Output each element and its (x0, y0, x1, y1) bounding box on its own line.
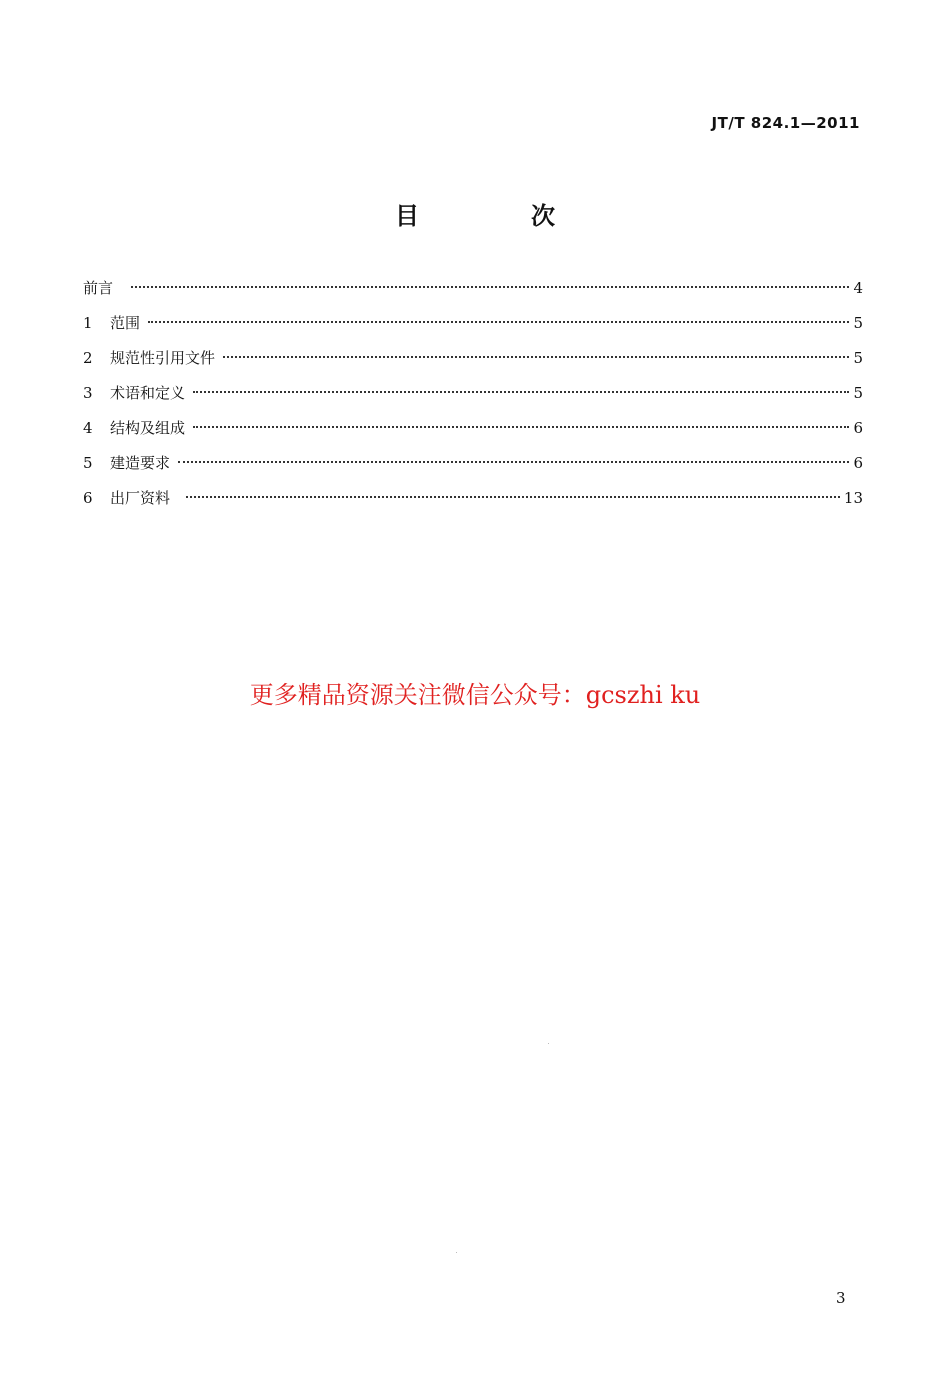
table-of-contents (83, 276, 863, 521)
toc-entry-structure-composition[interactable] (83, 416, 863, 451)
page-number: 3 (836, 1289, 846, 1307)
toc-entry-page: 6 (853, 454, 863, 472)
toc-entry-number: 5 (83, 454, 93, 472)
toc-entry-label: 出厂资料 (110, 489, 171, 507)
toc-entry-factory-documents[interactable] (83, 486, 863, 521)
toc-entry-label: 前言 (83, 279, 114, 297)
toc-entry-page: 13 (843, 489, 863, 507)
standard-code: JT/T 824.1—2011 (711, 114, 860, 132)
toc-entry-construction-requirements[interactable] (83, 451, 863, 486)
toc-entry-page: 6 (853, 419, 863, 437)
toc-entry-number: 1 (83, 314, 93, 332)
toc-leader-dots (193, 425, 849, 428)
toc-entry-number: 4 (83, 419, 93, 437)
toc-leader-dots (186, 495, 840, 498)
toc-entry-number: 6 (83, 489, 93, 507)
toc-entry-page: 5 (853, 314, 863, 332)
watermark-text: 更多精品资源关注微信公众号：gcszhi ku (249, 681, 701, 709)
toc-entry-normative-references[interactable] (83, 346, 863, 381)
toc-leader-dots (223, 355, 849, 358)
toc-entry-number: 3 (83, 384, 93, 402)
toc-leader-dots (148, 320, 849, 323)
toc-entry-page: 5 (853, 349, 863, 367)
toc-entry-label: 术语和定义 (110, 384, 186, 402)
toc-entry-label: 结构及组成 (110, 419, 186, 437)
toc-leader-dots (178, 460, 849, 463)
toc-entry-terms-definitions[interactable] (83, 381, 863, 416)
scan-speck (456, 1252, 457, 1253)
toc-entry-scope[interactable] (83, 311, 863, 346)
toc-entry-label: 建造要求 (110, 454, 171, 472)
toc-entry-page: 5 (853, 384, 863, 402)
toc-entry-label: 规范性引用文件 (110, 349, 216, 367)
scan-speck (548, 1043, 549, 1044)
toc-entry-number: 2 (83, 349, 93, 367)
toc-entry-page: 4 (853, 279, 863, 297)
toc-leader-dots (131, 285, 849, 288)
toc-entry-preface[interactable] (83, 276, 863, 311)
toc-title: 目 次 (395, 202, 599, 230)
toc-entry-label: 范围 (110, 314, 141, 332)
toc-leader-dots (193, 390, 849, 393)
